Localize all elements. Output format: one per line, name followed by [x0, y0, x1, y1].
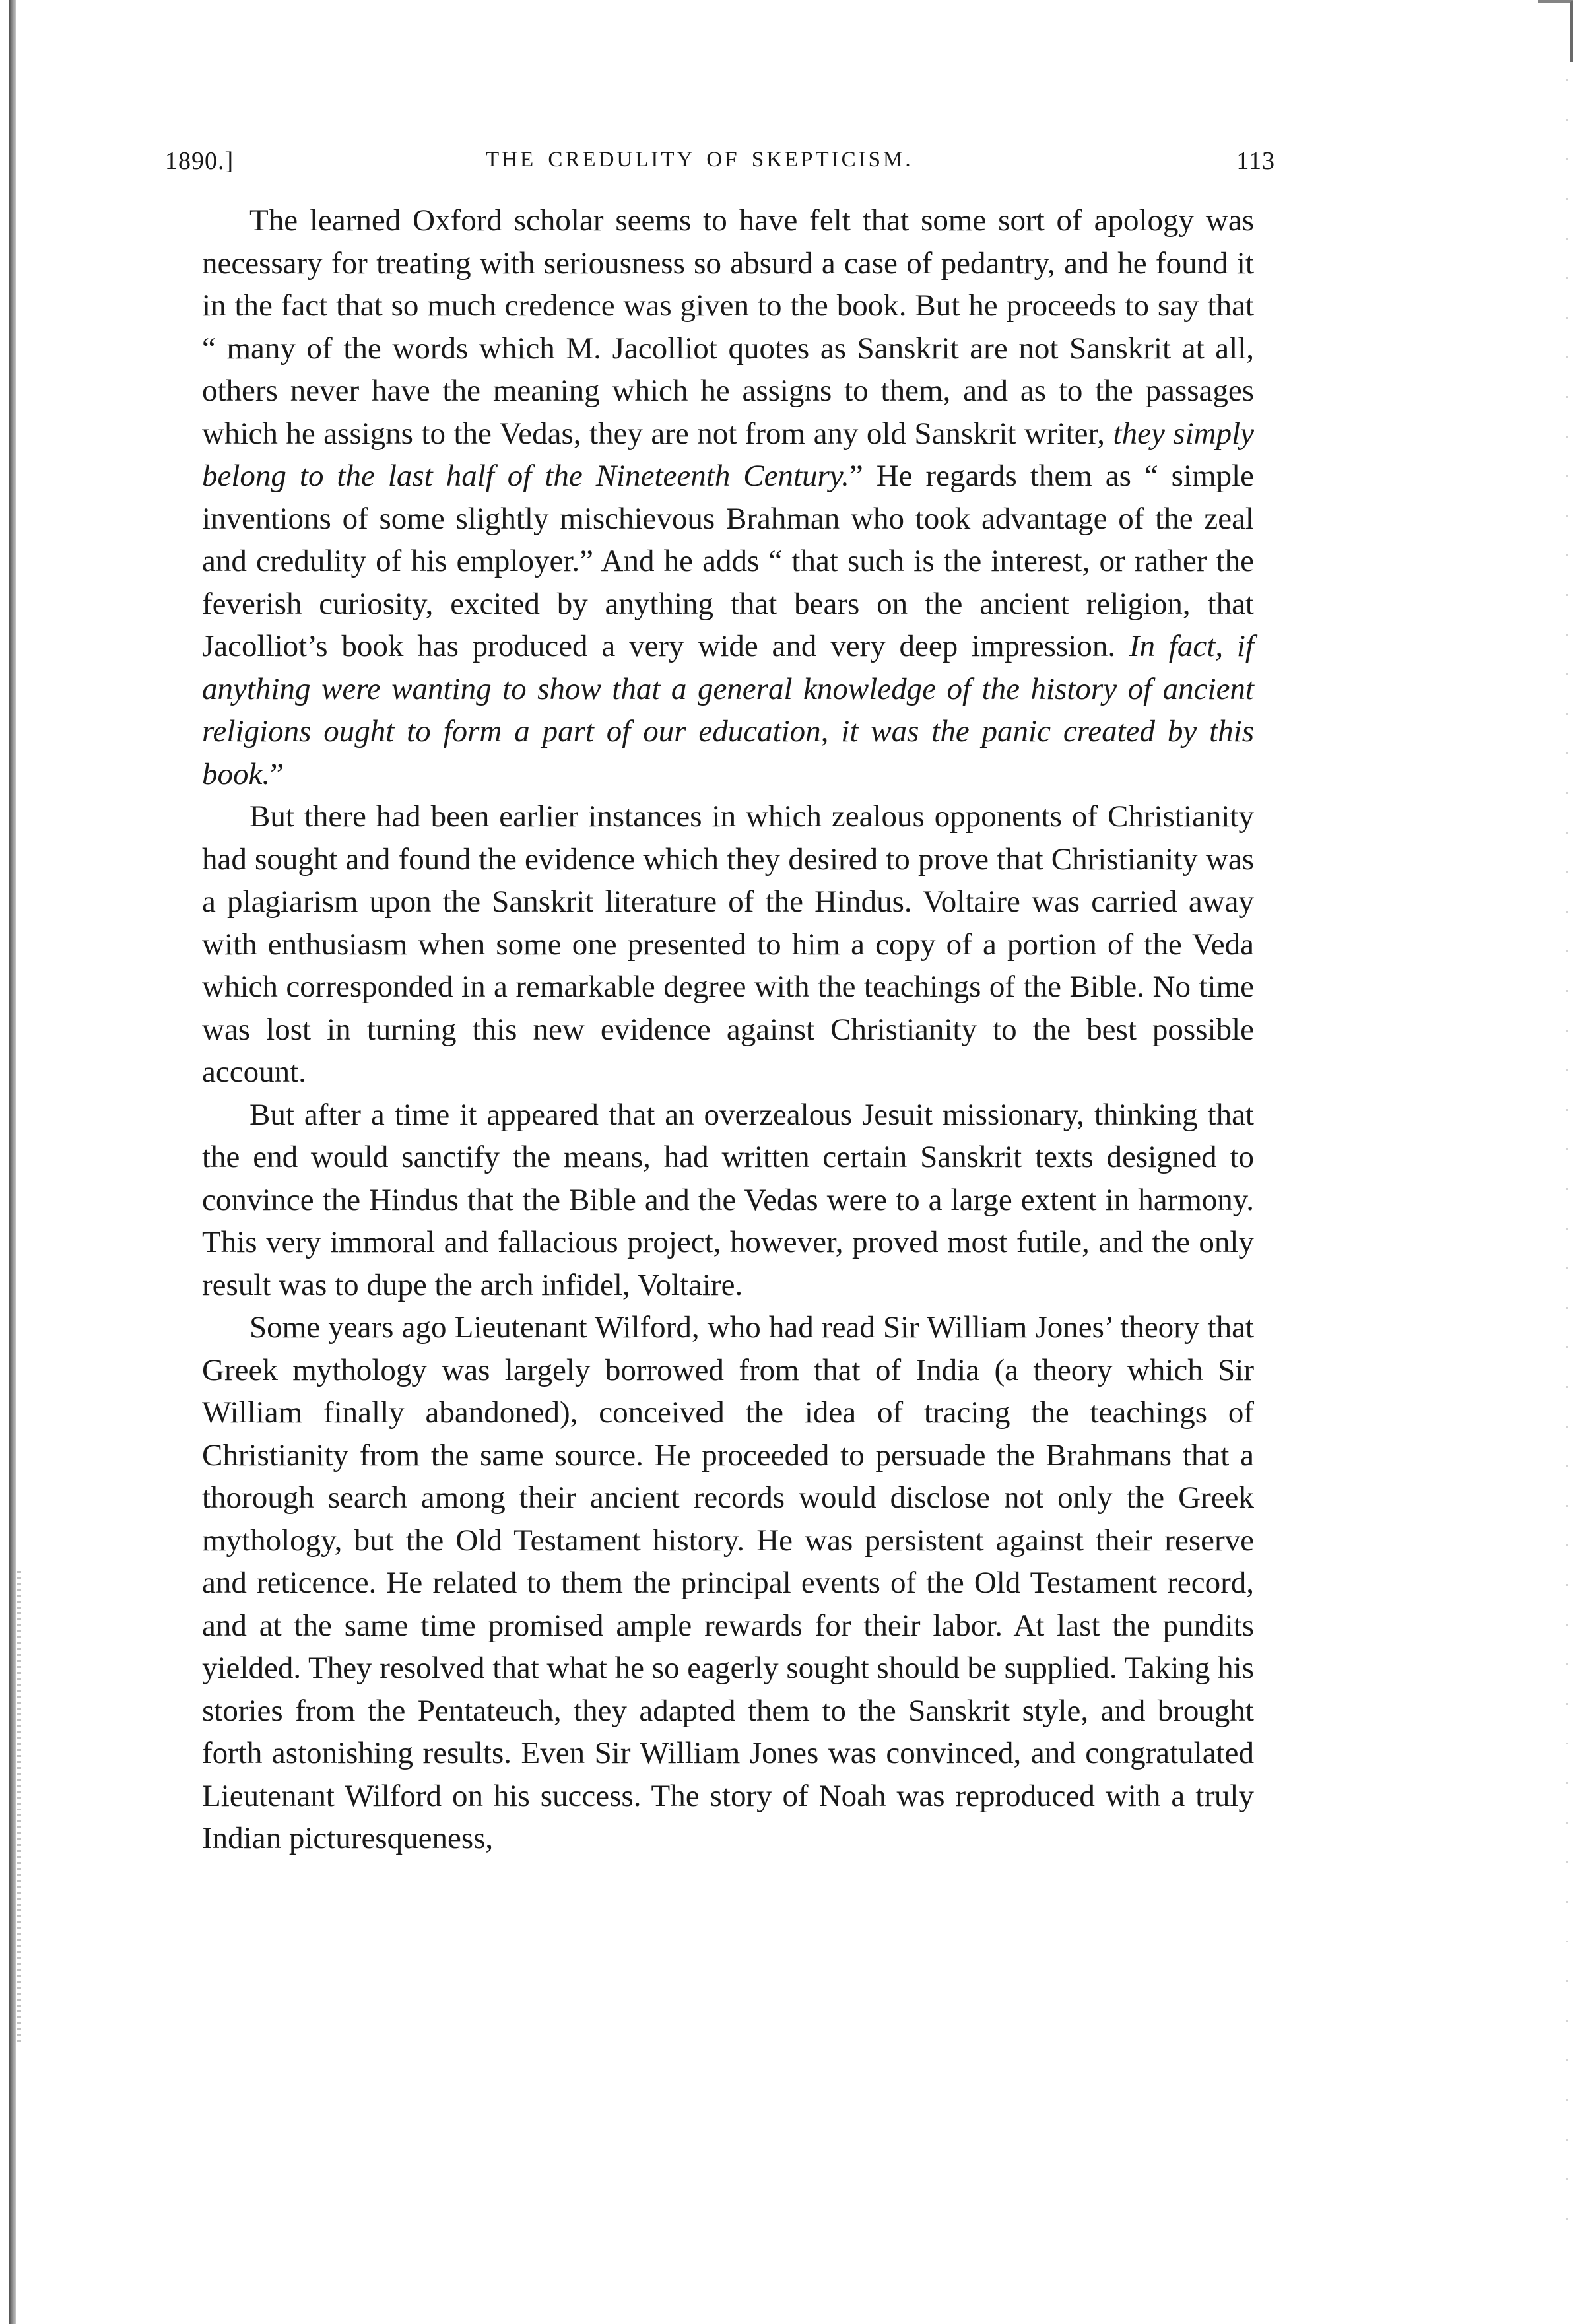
scan-right-edge-specks [1566, 79, 1568, 2257]
italic-quote: In fact, if anything were wanting to show that a general knowledge of the history of ancient religions ought to form a part of our education, it was the panic created by this book. [202, 629, 1254, 791]
scan-binding-marks [17, 1571, 21, 2046]
paragraph [202, 1306, 1254, 1860]
paragraph [202, 795, 1254, 1094]
body-text [202, 199, 1254, 1860]
scan-left-edge-shadow [9, 0, 16, 2324]
page-number: 113 [1236, 147, 1275, 175]
italic-quote: they simply belong to the last half of the Nineteenth Century. [202, 416, 1254, 493]
running-head-title: THE CREDULITY OF SKEPTICISM. [486, 148, 913, 172]
scan-corner-mark [1538, 0, 1573, 62]
running-head-year: 1890.] [165, 147, 234, 175]
text-segment: But after a time it appeared that an overzealous Jesuit missionary, thinking that the end would sanctify the means, had written certain Sanskrit texts designed to convince the Hindus that the Bible and the Vedas were to a large extent in harmony. This very immoral and fallacious project, however, proved most futile, and the only result was to dupe the arch infidel, Voltaire. [202, 1097, 1254, 1302]
book-page [165, 147, 1275, 1860]
text-segment: But there had been earlier instances in which zealous opponents of Christianity had sought and found the evidence which they desired to prove that Christianity was a plagiarism upon the Sanskrit literature of the Hindus. Voltaire was carried away with enthusiasm when some one presented to him a copy of a portion of the Veda which corresponded in a remarkable degree with the teachings of the Bible. No time was lost in turning this new evidence against Christianity to the best possible account. [202, 799, 1254, 1089]
text-segment: ” [270, 756, 284, 791]
paragraph [202, 1094, 1254, 1307]
text-segment: The learned Oxford scholar seems to have felt that some sort of apology was necessary for treating with seriousness so absurd a case of pedantry, and he found it in the fact that so much credence was given to the book. But he proceeds to say that “ many of the words which M. Jacolliot quotes as Sanskrit are not Sanskrit at all, others never have the meaning which he assigns to them, and as to the passages which he assigns to the Vedas, they are not from any old Sanskrit writer, [202, 203, 1254, 451]
text-segment: ” He regards them as “ simple inventions of some slightly mischievous Brahman who took advantage of the zeal and credulity of his employer.” And he adds “ that such is the interest, or rather the feverish curiosity, excited by anything that bears on the ancient religion, that Jacolliot’s book has produced a very wide and very deep impression. [202, 459, 1255, 663]
paragraph [202, 199, 1254, 795]
running-head [165, 147, 1275, 186]
text-segment: Some years ago Lieutenant Wilford, who had read Sir William Jones’ theory that Greek mythology was largely borrowed from that of India (a theory which Sir William finally abandoned), conceived the idea of tracing the teachings of Christianity from the same source. He proceeded to persuade the Brahmans that a thorough search among their ancient records would disclose not only the Greek mythology, but the Old Testament history. He was persistent against their reserve and reticence. He related to them the principal events of the Old Testament record, and at the same time promised ample rewards for their labor. At last the pundits yielded. They resolved that what he so eagerly sought should be supplied. Taking his stories from the Pentateuch, they adapted them to the Sanskrit style, and brought forth astonishing results. Even Sir William Jones was convinced, and congratulated Lieutenant Wilford on his success. The story of Noah was reproduced with a truly Indian picturesqueness, [202, 1310, 1254, 1855]
